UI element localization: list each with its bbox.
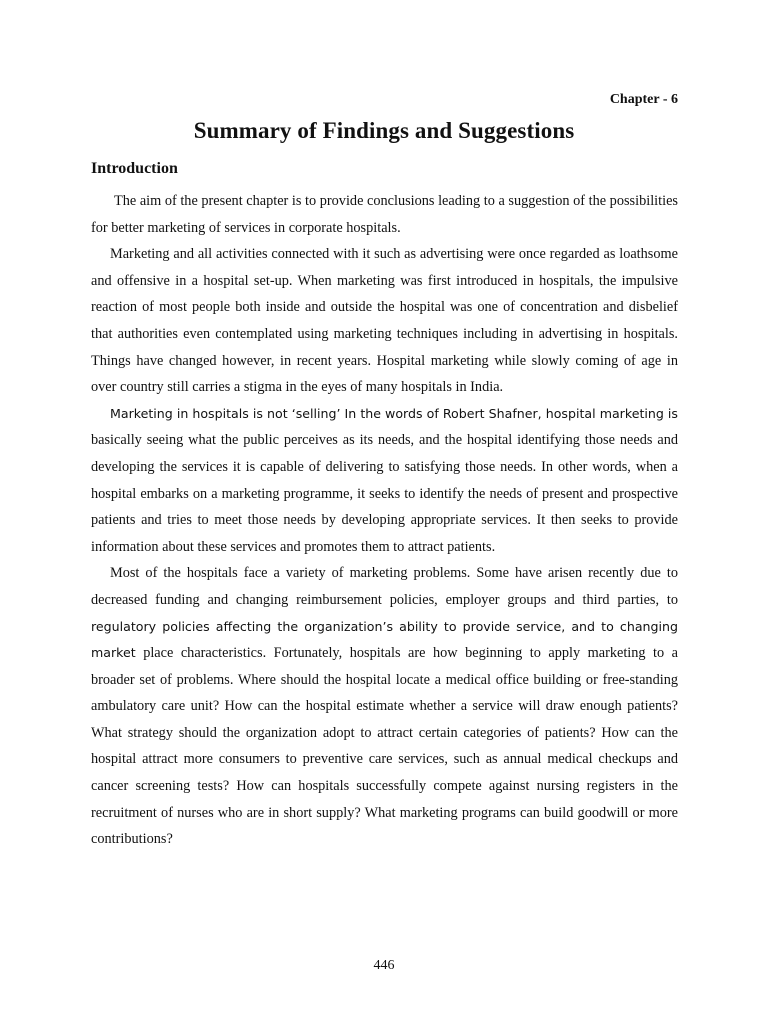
- paragraph-4-inline: regulatory policies affecting the organization’s ability to provide service, and to changing market: [91, 618, 678, 661]
- paragraph-2: [91, 241, 678, 401]
- paragraph-4: [91, 560, 678, 853]
- chapter-title: Summary of Findings and Suggestions: [193, 118, 575, 143]
- paragraph-2-text: Marketing and all activities connected with it such as advertising were once regarded as loathsome and offensive in a hospital set-up. When marketing was first introduced in hospitals, the impulsive reaction of most people both inside and outside the hospital was one of concentration and disbelief that authorities even contemplated using marketing techniques including in advertising in hospitals. Things have changed however, in recent years. Hospital marketing while slowly coming of age in over country still carries a stigma in the eyes of many hospitals in India.: [91, 246, 678, 396]
- paragraph-3-text: basically seeing what the public perceives as its needs, and the hospital identifying those needs and developing the services it is capable of delivering to satisfying those needs. In other words, when a hospital embarks on a marketing programme, it seeks to identify the needs of present and prospective patients and tries to meet those needs by developing appropriate services. It then seeks to provide information about these services and promotes them to attract patients.: [91, 432, 678, 555]
- paragraph-4-tail: place characteristics. Fortunately, hospitals are how beginning to apply marketing to a broader set of problems. Where should the hospital locate a medical office building or free-standing ambulatory care unit? How can the hospital estimate whether a service will draw enough patients? What strategy should the organization adopt to attract certain categories of patients? How can the hospital attract more consumers to preventive care services, such as annual medical checkups and cancer screening tests? How can hospitals successfully compete against nursing registers in the recruitment of nurses who are in short supply? What marketing programs can build goodwill or more contributions?: [91, 645, 678, 848]
- paragraph-3: [91, 401, 678, 561]
- paragraph-1: [91, 188, 678, 241]
- page-number: 446: [373, 958, 395, 973]
- paragraph-3-lead: Marketing in hospitals is not ‘selling’ In the words of Robert Shafner, hospital marketing is: [110, 405, 678, 421]
- chapter-label: Chapter - 6: [609, 92, 678, 107]
- paragraph-4-text: Most of the hospitals face a variety of marketing problems. Some have arisen recently due to decreased funding and changing reimbursement policies, employer groups and third parties, to: [91, 565, 678, 608]
- paragraph-1-text: The aim of the present chapter is to provide conclusions leading to a suggestion of the possibilities for better marketing of services in corporate hospitals.: [91, 193, 678, 236]
- section-heading: Introduction: [91, 160, 178, 177]
- body-text: [91, 188, 678, 853]
